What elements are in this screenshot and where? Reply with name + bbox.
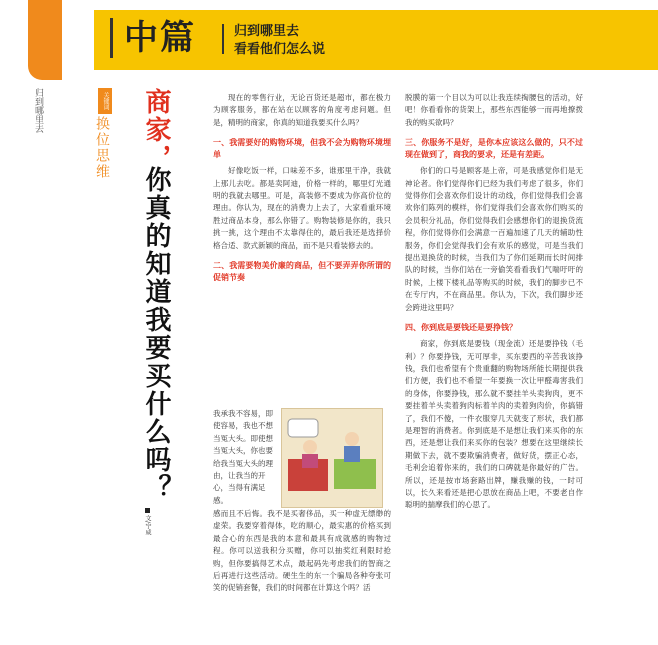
illustration-image	[282, 409, 382, 507]
band-subtitle-2: 看看他们怎么说	[234, 42, 326, 57]
illustration-side-paragraph: 我承我不容易，即使容易，我也不想当冤大头。即使想当冤大头，你也要给我当冤大头的理由，让我当的开心，当得有满足感。	[213, 409, 273, 505]
intro-paragraph: 现在的零售行业，无论百货还是超市，都在极力为顾客服务，都在站在以顾客的角度考虑问题。但是，精明的商家，你真的知道我要买什么吗？	[213, 93, 391, 127]
subhead-2: 二、我需要物美价廉的商品，但不要弄弄你所谓的促销节奏	[213, 261, 391, 283]
column-1	[213, 92, 391, 288]
byline: 文/宁威	[143, 508, 152, 535]
band-title: 中篇	[124, 18, 196, 58]
shopping-illustration	[281, 408, 383, 508]
subhead-3: 三、你服务不是好，是你本应该这么做的，只不过现在做到了，商我的要求，还是有差距。	[405, 138, 583, 160]
headline-line-2: 你真的知道我要买什么吗？	[141, 166, 171, 502]
band-divider-2	[222, 24, 224, 54]
subhead-4: 四、你到底是要钱还是要挣钱？	[405, 323, 517, 333]
paragraph-continued: 脱膜的第一个目以为可以让我连续掏腰包的活动，好吧！你看看你的货架上，那些东西能够一而再地撩拨我的购买欲吗？	[405, 93, 583, 127]
subhead-1: 一、我需要好的购物环境，但我不会为购物环境埋单	[213, 138, 391, 160]
band-divider-1	[110, 18, 113, 58]
paragraph-2: 感而且不后悔。我不是买奢侈品，买一种虚无缥缈的虚荣。我要穿着得体，吃的顺心，最实惠的价格买到最合心的东西是我的本意和最具有成就感的购物过程。你可以送我积分买赠，你可以抽奖红利限时抢购，但你要搞得艺术点，最起码先考虑我们的智商之后再进行这些活动。硬生生的东一个骗局各种夸张可笑的促销套餐，我们的时间都在计算这个吗？活	[213, 509, 391, 593]
illustration-wrap-text	[213, 408, 277, 507]
column-1-continued	[213, 508, 391, 595]
paragraph-1: 好像吃饭一样，口味差不多，谁那里干净，我就上那儿去吃。都是卖阿迪，价格一样的，哪里灯光通明的我就去哪里。可是，高装修不要成为你高价位的理由。你认为，现在的消费力上去了，大家看重环境胜过商品本身，那么你错了。购物装修是你的，我只挑一挑，这个理由不太靠得住的，最后我还是选择价格合适、款式新颖的商品，而不是只看装修去的。	[213, 166, 391, 250]
headline-line-1: 商家，	[141, 88, 171, 172]
feature-tab	[28, 0, 85, 80]
column-2	[405, 92, 583, 512]
keyword-text: 换位思维	[94, 116, 110, 180]
paragraph-3: 你们的口号是顾客是上帝，可是我感觉你们是无神论者。你们觉得你们已经为我们考虑了很多，你们觉得你们会喜欢你们设计的动线，你们觉得我们会喜欢你们陈列的模样，你们觉得我们会喜欢你们购买的会员积分礼品，你们觉得我们会感想你们的退换货流程，你们觉得你们会满意一百遍加速了几天的辅助性服务，你们会觉得我们会有欢乐的感觉，可是当我们提出退换货的时候，当我们为了你们延期而长时间排队的时候，当你们站在一旁偷笑看看我们气喘吁吁的时候，上楼下楼礼品等购买的时候，我们的脚步已不在专厅内，不在商品里。你认为，下次，我们脚步还会跨进这里吗？	[405, 166, 583, 312]
keyword-label: 关键词	[98, 88, 112, 114]
feature-en-label: FEATURE	[60, 4, 70, 52]
left-margin	[0, 0, 62, 645]
section-vertical-label: 归到哪里去	[33, 88, 43, 133]
paragraph-4: 商家，你到底是要钱（现金流）还是要挣钱（毛利）？你要挣钱，无可厚非，买东要西的辛苦我该挣钱，我们也希望有个贵重翻的购物场所能长期提供我们方便，我们也不希望一年要换一次让甲醛毒害我们的身体，你要挣钱，那么就不要挂羊头卖狗肉，更不要挂着羊头卖着狗肉标着羊肉的卖着狗肉价，你搞错了，我们不傻，一件衣服穿几天就变了形状，我们都是理智的消费者。你到底是不是想让我们来买你的东西，还是想让我们来买你的包装？想要在这里继续长期做下去，就不要欺骗消费者，做好货，摆正心态，毛利会追着你来的，我们的口碑就是你最好的广告。所以，还是按市场套路出牌，赚我赚的钱，一时可以，长久来看还是把心思放在商品上吧，不要老自作聪明的揣摩我们的心思了。	[405, 339, 583, 510]
band-subtitle-1: 归到哪里去	[234, 24, 300, 39]
feature-cn-label: 特别策划	[75, 4, 85, 40]
